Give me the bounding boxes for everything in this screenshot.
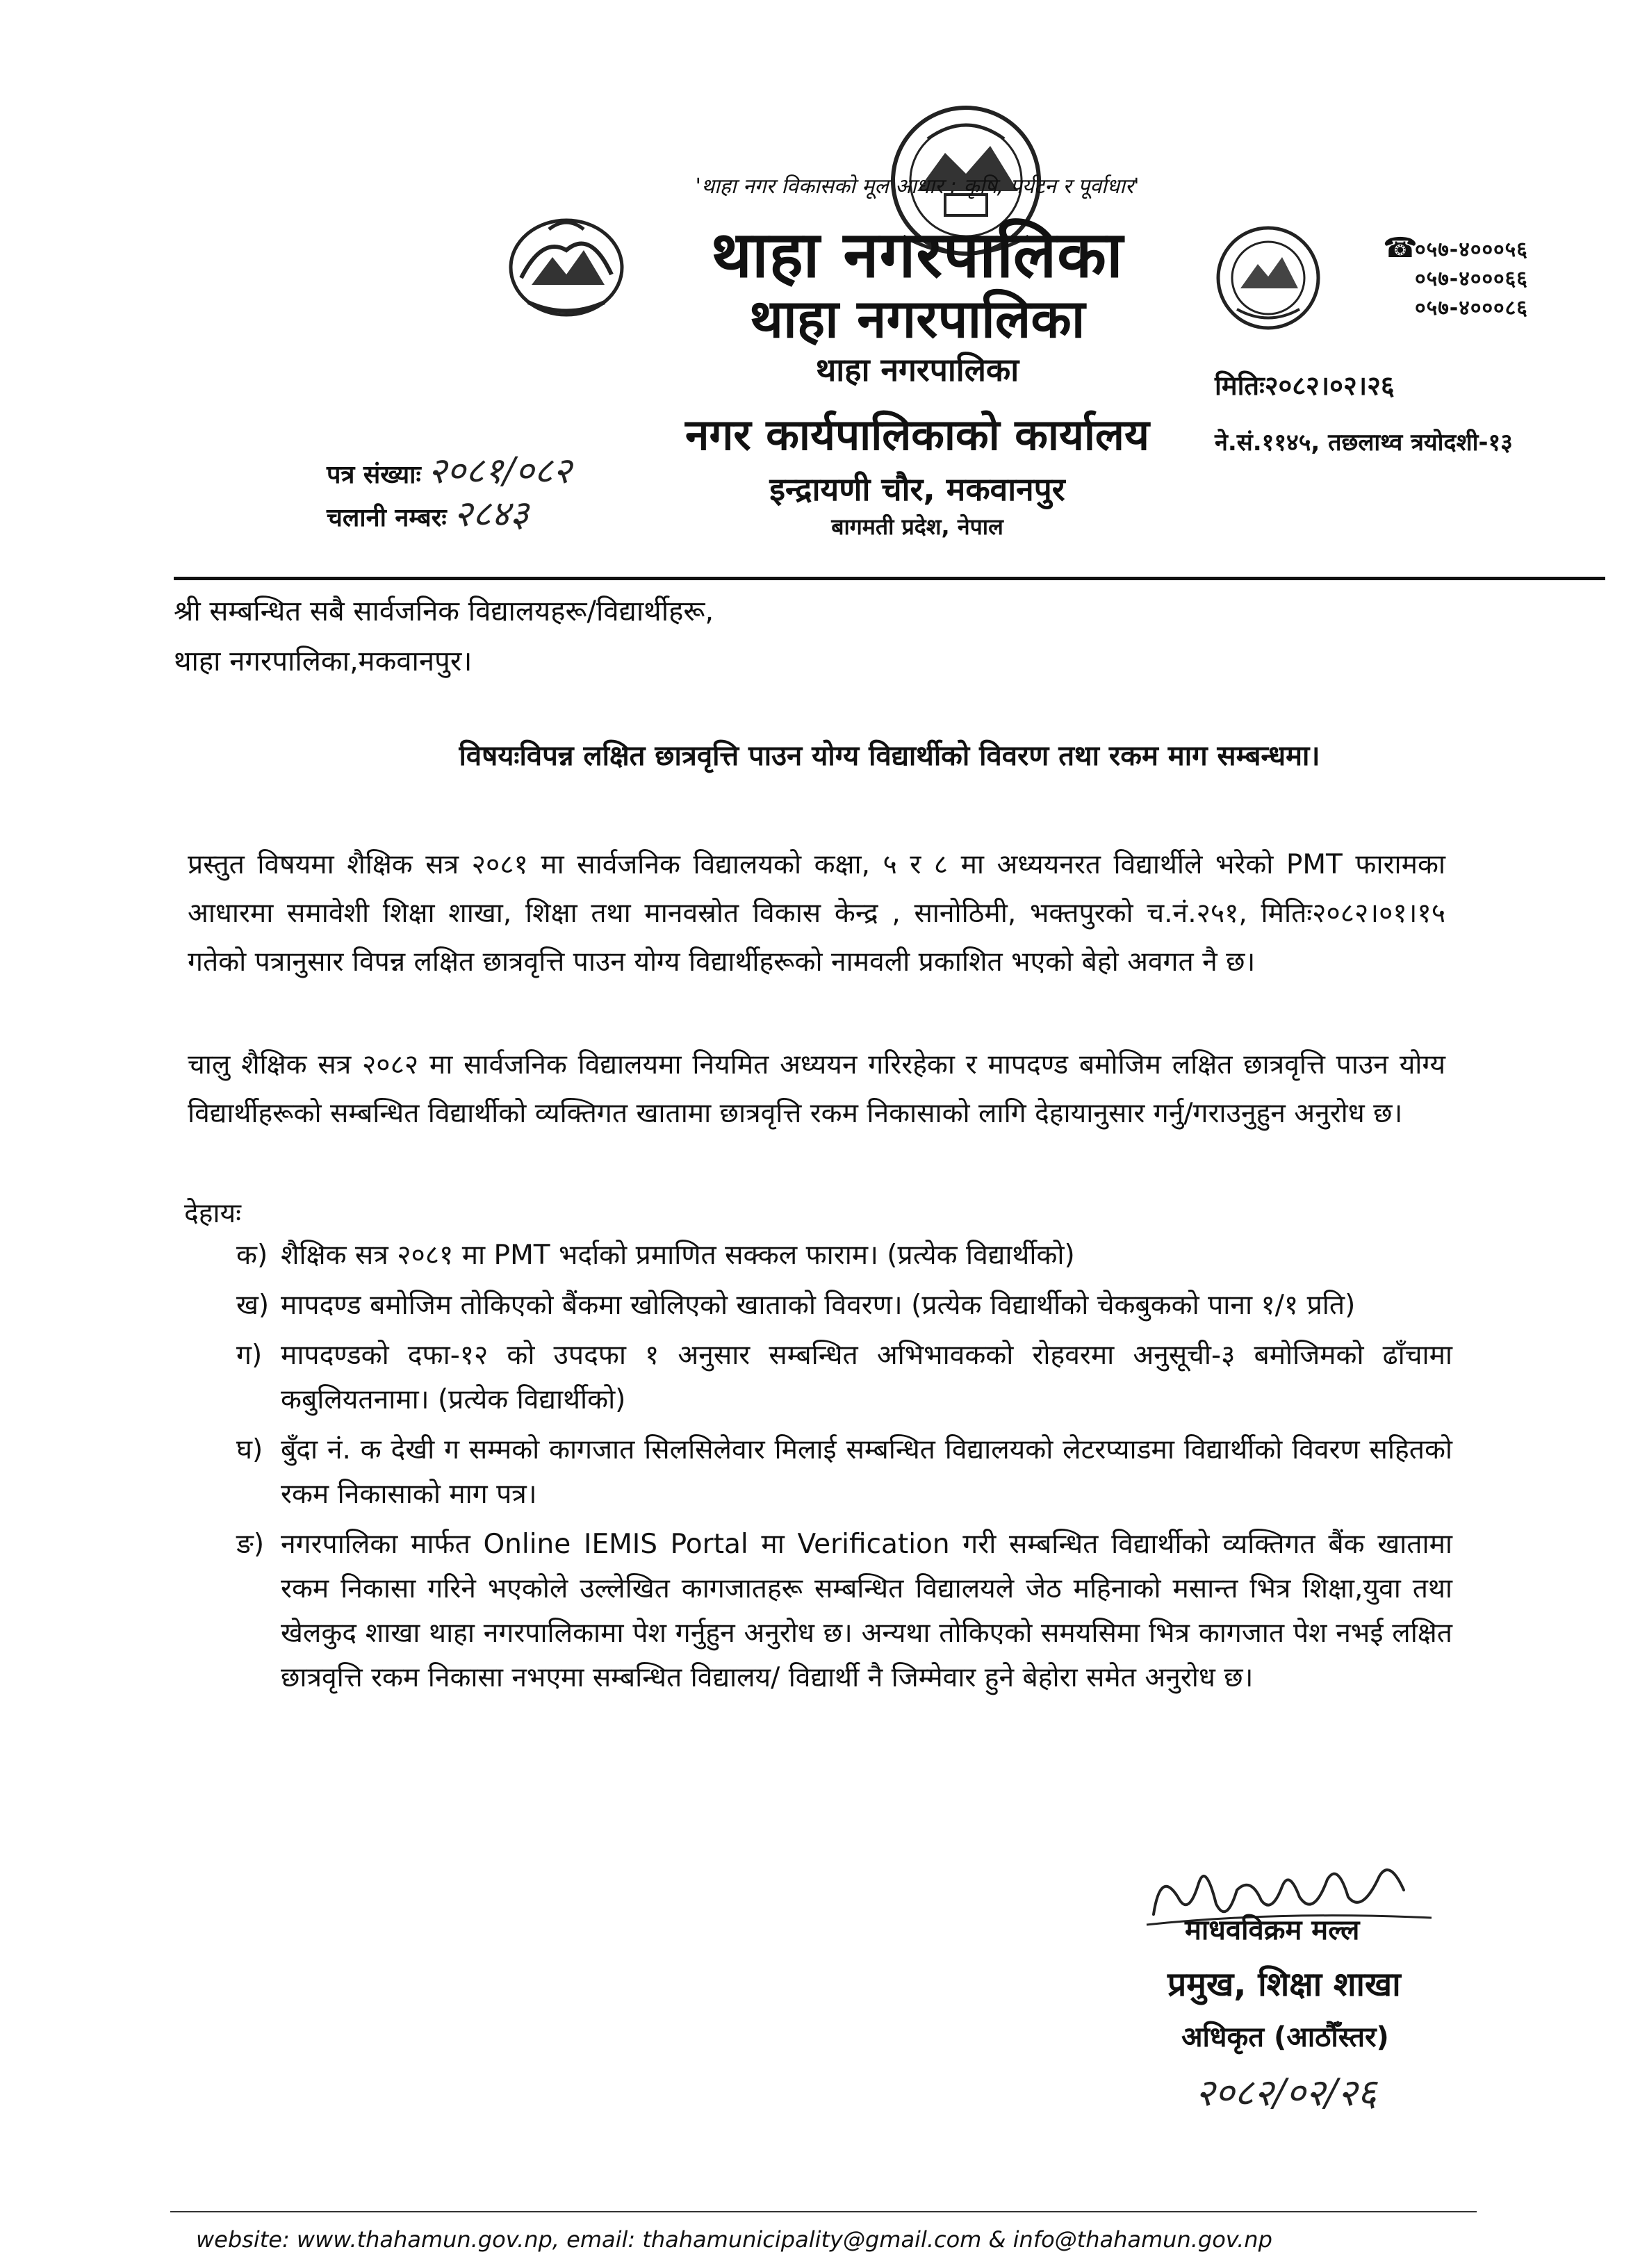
phone-row xyxy=(1383,233,1528,263)
letter-subject: विषयःविपन्न लक्षित छात्रवृत्ति पाउन योग्य विद्यार्थीको विवरण तथा रकम माग सम्बन्धमा। xyxy=(459,740,1320,772)
dispatch-number-label: चलानी नम्बरः xyxy=(327,504,447,532)
letter-number-row xyxy=(327,445,572,492)
letter-number-label: पत्र संख्याः xyxy=(327,461,421,489)
list-marker: घ) xyxy=(236,1434,263,1465)
municipality-script-line: थाहा नगरपालिका xyxy=(815,351,1019,388)
list-heading: देहायः xyxy=(184,1198,242,1229)
municipality-seal-icon xyxy=(1209,222,1327,334)
office-province: बागमती प्रदेश, नेपाल xyxy=(831,513,1003,540)
list-item-text: नगरपालिका मार्फत Online IEMIS Portal मा Verification गरी सम्बन्धित विद्यार्थीको व्यक्तिगत बैंक खातामा रकम निकासा गरिने भएकोले उल्लेखित कागजातहरू सम्बन्धित विद्यालयले जेठ महिनाको मसान्त भित्र शिक्षा,युवा तथा खेलकुद शाखा थाहा नगरपालिकामा पेश गर्नुहुन अनुरोध छ। अन्यथा तोकिएको समयसिमा भित्र कागजात पेश नभई लक्षित छात्रवृत्ति रकम निकासा नभएमा सम्बन्धित विद्यालय/ विद्यार्थी नै जिम्मेवार हुने बेहोरा समेत अनुरोध छ। xyxy=(281,1529,1452,1693)
reference-block xyxy=(327,445,572,535)
body-paragraph-2 xyxy=(188,1041,1445,1138)
recipient-line-2: थाहा नगरपालिका,मकवानपुर। xyxy=(174,646,473,677)
phone-number: ०५७-४०००८६ xyxy=(1415,295,1528,320)
phone-row xyxy=(1383,292,1528,321)
signatory-rank: अधिकृत (आठौँस्तर) xyxy=(1181,2021,1389,2053)
municipality-title: थाहा नगरपालिका xyxy=(711,217,1124,292)
list-item xyxy=(236,1233,1452,1278)
dispatch-number-row xyxy=(327,488,572,535)
footer-contact: website: www.thahamun.gov.np, email: thahamunicipality@gmail.com & info@thahamun.gov.np xyxy=(196,2226,1272,2253)
list-marker: ख) xyxy=(236,1290,270,1321)
office-address: इन्द्रायणी चौर, मकवानपुर xyxy=(769,470,1065,508)
list-item xyxy=(236,1522,1452,1700)
phone-number: ०५७-४०००६६ xyxy=(1415,266,1528,291)
letter-number-value: २०८१/०८२ xyxy=(427,450,572,492)
municipality-subtitle: थाहा नगरपालिका xyxy=(749,288,1085,350)
phone-row xyxy=(1383,263,1528,292)
list-marker: ग) xyxy=(236,1340,263,1371)
list-marker: क) xyxy=(236,1240,268,1271)
signature-date: २०८२/०२/२६ xyxy=(1195,2071,1377,2114)
paragraph-text: प्रस्तुत विषयमा शैक्षिक सत्र २०८१ मा सार्वजनिक विद्यालयको कक्षा, ५ र ८ मा अध्ययनरत विद्यार्थीले भरेको PMT फारामका आधारमा समावेशी शिक्षा शाखा, शिक्षा तथा मानवस्रोत विकास केन्द्र , सानोठिमी, भक्तपुरको च.नं.२५१, मितिः२०८२।०१।१५ गतेको पत्रानुसार विपन्न लक्षित छात्रवृत्ति पाउन योग्य विद्यार्थीहरूको नामवली प्रकाशित भएको बेहो अवगत नै छ। xyxy=(188,849,1445,978)
phone-list xyxy=(1383,233,1528,321)
phone-number: ०५७-४०००५६ xyxy=(1415,237,1528,262)
telephone-icon: ☎ xyxy=(1383,232,1418,264)
list-item-text: शैक्षिक सत्र २०८१ मा PMT भर्दाको प्रमाणित सक्कल फाराम। (प्रत्येक विद्यार्थीको) xyxy=(281,1240,1075,1271)
office-name: नगर कार्यपालिकाको कार्यालय xyxy=(685,409,1149,460)
list-item-text: मापदण्ड बमोजिम तोकिएको बैंकमा खोलिएको खाताको विवरण। (प्रत्येक विद्यार्थीको चेकबुकको पाना १/१ प्रति) xyxy=(281,1290,1356,1321)
paragraph-text: चालु शैक्षिक सत्र २०८२ मा सार्वजनिक विद्यालयमा नियमित अध्ययन गरिरहेका र मापदण्ड बमोजिम लक्षित छात्रवृत्ति पाउन योग्य विद्यार्थीहरूको सम्बन्धित विद्यार्थीको व्यक्तिगत खातामा छात्रवृत्ति रकम निकासाको लागि देहायानुसार गर्नु/गराउनुहुन अनुरोध छ। xyxy=(188,1049,1445,1129)
nepal-sambat-date: ने.सं.११४५, तछलाथ्व त्रयोदशी-१३ xyxy=(1215,429,1513,457)
municipality-motto: 'थाहा नगर विकासको मूल आधार : कृषि, पर्यटन र पूर्वाधार' xyxy=(695,174,1140,199)
signatory-name: माधवविक्रम मल्ल xyxy=(1185,1914,1360,1946)
list-item xyxy=(236,1283,1452,1328)
list-item xyxy=(236,1333,1452,1422)
list-item-text: बुँदा नं. क देखी ग सम्मको कागजात सिलसिलेवार मिलाई सम्बन्धित विद्यालयको लेटरप्याडमा विद्यार्थीको विवरण सहितको रकम निकासाको माग पत्र। xyxy=(281,1434,1452,1510)
list-marker: ङ) xyxy=(236,1529,265,1560)
list-item-text: मापदण्डको दफा-१२ को उपदफा १ अनुसार सम्बन्धित अभिभावकको रोहवरमा अनुसूची-३ बमोजिमको ढाँचामा कबुलियतनामा। (प्रत्येक विद्यार्थीको) xyxy=(281,1340,1452,1415)
signatory-title: प्रमुख, शिक्षा शाखा xyxy=(1167,1965,1401,2004)
header-divider xyxy=(174,577,1605,580)
requirement-list xyxy=(236,1233,1452,1706)
letter-date: मितिः२०८२।०२।२६ xyxy=(1215,370,1395,401)
list-item xyxy=(236,1428,1452,1517)
nepal-emblem-icon xyxy=(500,208,632,320)
body-paragraph-1 xyxy=(188,841,1445,987)
dispatch-number-value: २८४३ xyxy=(453,493,529,535)
footer-divider xyxy=(170,2211,1477,2212)
recipient-line-1: श्री सम्बन्धित सबै सार्वजनिक विद्यालयहरू/विद्यार्थीहरू, xyxy=(174,595,714,627)
